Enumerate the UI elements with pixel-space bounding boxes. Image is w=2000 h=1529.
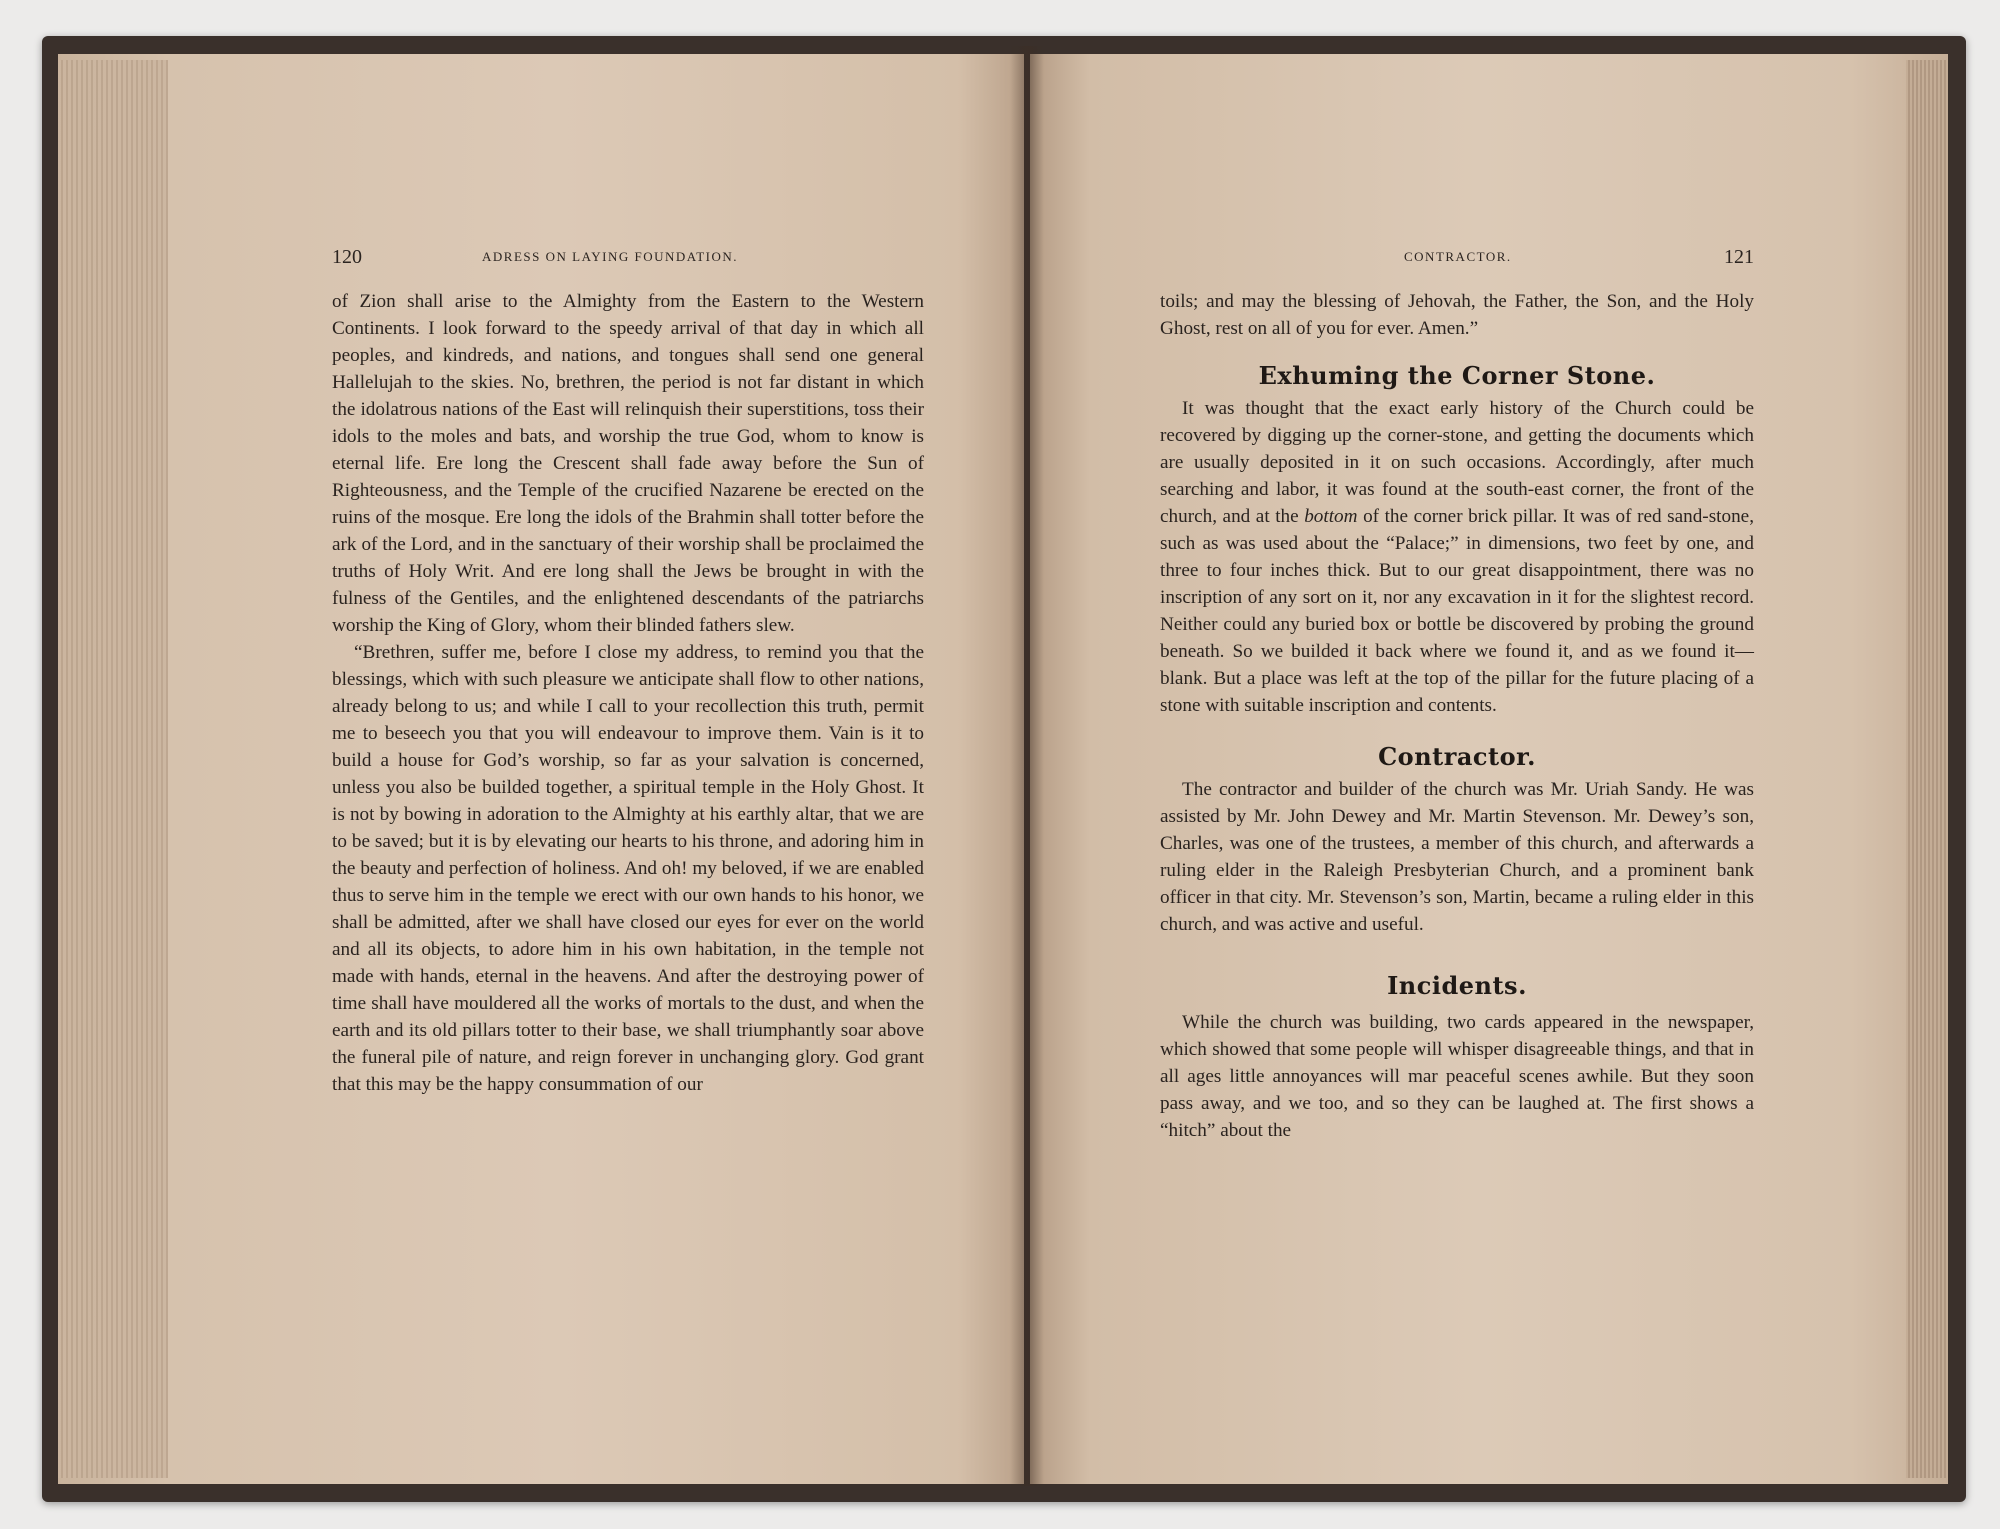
left-paragraph-2: “Brethren, suffer me, before I close my address, to remind you that the blessings, which with such pleasure we anticipate shall flow to other nations, already belong to us; and while I call to your recollection this truth, permit me to beseech you that you will endeavour to improve them. Vain is it to build a house for God’s worship, so far as your salvation is concerned, unless you also be builded together, a spiritual temple in the Holy Ghost. It is not by bowing in adoration to the Almighty at his earthly altar, that we are to be saved; but it is by elevating our hearts to his throne, and adoring him in the beauty and perfection of holiness. And oh! my beloved, if we are enabled thus to serve him in the temple we erect with our own hands to his honor, we shall be admitted, after we shall have closed our eyes for ever on the world and all its objects, to adore him in his own habitation, in the temple not made with hands, eternal in the heavens. And after the destroying power of time shall have mouldered all the works of mortals to the dust, and when the earth and its old pillars totter to their base, we shall triumphantly soar above the funeral pile of nature, and reign forever in unchanging glory. God grant that this may be the happy consummation of our [332, 642, 924, 1095]
exhuming-italic-word: bottom [1304, 506, 1358, 527]
section-text-incidents: While the church was building, two cards appeared in the newspaper, which showed that some people will whisper disagreeable things, and that in all ages little annoyances will mar peaceful scenes awhile. But they soon pass away, and we too, and so they can be laughed at. The first shows a “hitch” about the [1160, 1012, 1754, 1141]
exhuming-text-part-2: of the corner brick pillar. It was of red sand-stone, such as was used about the “Palace;” in dimensions, two feet by one, and three to four inches thick. But to our great disappointment, there was no inscription of any sort on it, nor any excavation in it for the slightest record. Neither could any buried box or bottle be discovered by probing the ground beneath. So we builded it back where we found it, and as we found it—blank. But a place was left at the top of the pillar for the future placing of a stone with suitable inscription and contents. [1160, 506, 1754, 716]
right-opening-text: toils; and may the blessing of Jehovah, the Father, the Son, and the Holy Ghost, rest on all of you for ever. Amen.” [1160, 291, 1754, 339]
left-paragraph-1: of Zion shall arise to the Almighty from the Eastern to the Western Continents. I look forward to the speedy arrival of that day in which all peoples, and kindreds, and nations, and tongues shall send one general Hallelujah to the skies. No, brethren, the period is not far distant in which the idolatrous nations of the East will relinquish their superstitions, toss their idols to the moles and bats, and worship the true God, whom to know is eternal life. Ere long the Crescent shall fade away before the Sun of Righteousness, and the Temple of the crucified Nazarene be erected on the ruins of the mosque. Ere long the idols of the Brahmin shall totter before the ark of the Lord, and in the sanctuary of their worship shall be proclaimed the truths of Holy Writ. And ere long shall the Jews be brought in with the fulness of the Gentiles, and the enlightened descendants of the patriarchs worship the King of Glory, whom their blinded fathers slew. [332, 291, 924, 636]
exhuming-text-part-1: It was thought that the exact early history of the Church could be recovered by digging up the corner-stone, and getting the documents which are usually deposited in it on such occasions. Accordingly, after much searching and labor, it was found at the south-east corner, the front of the church, and at the [1160, 398, 1754, 527]
right-page-body [1160, 288, 1754, 1144]
section-heading-contractor: Contractor. [1378, 742, 1536, 771]
section-text-exhuming [1160, 395, 1754, 719]
left-page-header [332, 246, 932, 272]
section-heading-exhuming: Exhuming the Corner Stone. [1258, 361, 1656, 390]
left-page-body [332, 288, 924, 1098]
right-page-edges [1906, 60, 1948, 1478]
left-page-number: 120 [332, 246, 362, 268]
section-heading-incidents: Incidents. [1387, 971, 1527, 1000]
left-running-head: ADRESS ON LAYING FOUNDATION. [482, 249, 739, 264]
book-gutter [1010, 46, 1044, 1486]
left-page-edges [58, 60, 168, 1478]
right-page-number: 121 [1724, 246, 1754, 268]
right-page-header [1160, 246, 1754, 272]
section-text-contractor: The contractor and builder of the church was Mr. Uriah Sandy. He was assisted by Mr. John Dewey and Mr. Martin Stevenson. Mr. Dewey’s son, Charles, was one of the trustees, a member of this church, and afterwards a ruling elder in the Raleigh Presbyterian Church, and a prominent bank officer in that city. Mr. Stevenson’s son, Martin, became a ruling elder in this church, and was active and useful. [1160, 779, 1754, 935]
right-running-head: CONTRACTOR. [1404, 249, 1512, 264]
